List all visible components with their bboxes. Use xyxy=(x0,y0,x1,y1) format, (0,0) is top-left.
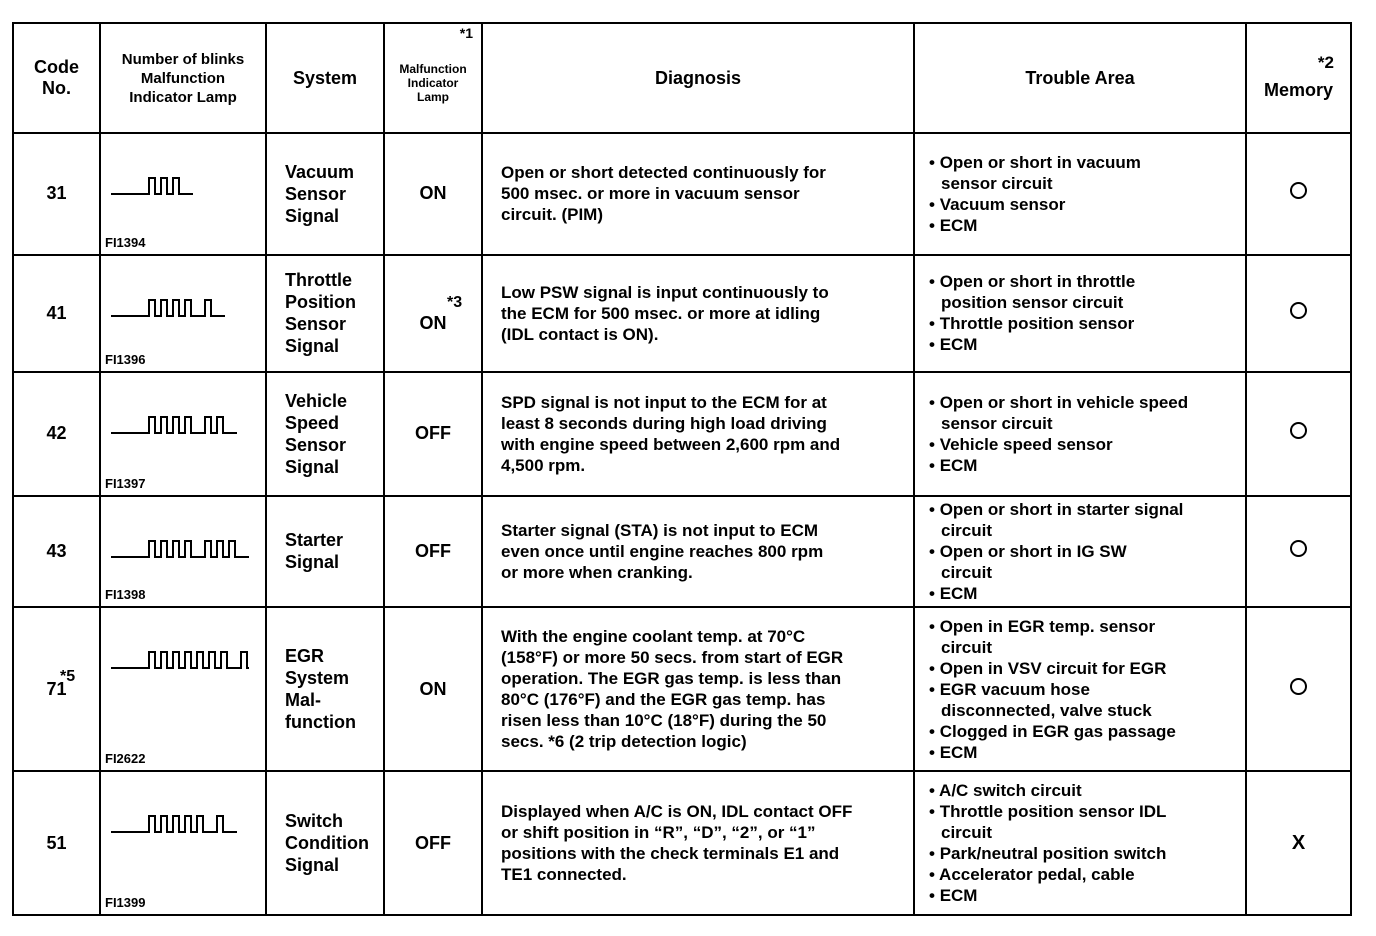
trouble-line: sensor circuit xyxy=(941,173,1053,193)
table-row xyxy=(13,255,1351,373)
trouble-item xyxy=(929,742,1241,763)
code-cell xyxy=(13,496,100,607)
diagnosis-cell xyxy=(482,607,914,771)
diagnosis-cell xyxy=(482,255,914,373)
system-line: Starter xyxy=(285,530,344,551)
trouble-item xyxy=(929,616,1241,658)
trouble-item xyxy=(929,334,1241,355)
trouble-line: Clogged in EGR gas passage xyxy=(939,721,1176,741)
lamp-cell xyxy=(384,133,482,255)
trouble-line: circuit xyxy=(941,562,993,582)
trouble-area-cell xyxy=(914,771,1246,915)
header-memory-note: *2 xyxy=(1317,53,1334,72)
trouble-line-wrap xyxy=(929,679,1241,700)
header-row xyxy=(13,23,1351,133)
diagnosis-line: with engine speed between 2,600 rpm and xyxy=(501,434,841,454)
diagnosis-line: even once until engine reaches 800 rpm xyxy=(501,541,824,561)
diagnosis-line: the ECM for 500 msec. or more at idling xyxy=(501,303,821,323)
header-code-line: Code xyxy=(34,57,79,77)
system-cell xyxy=(266,372,384,496)
lamp-cell xyxy=(384,255,482,373)
trouble-line-wrap xyxy=(929,541,1241,562)
code-number: 43 xyxy=(46,540,67,561)
trouble-line-wrap xyxy=(929,742,1241,763)
header-blinks-line: Number of blinks xyxy=(121,50,245,68)
trouble-line-wrap xyxy=(929,616,1241,637)
diagnosis-line: secs. *6 (2 trip detection logic) xyxy=(501,732,747,752)
trouble-line-wrap xyxy=(929,215,1241,236)
diagnosis-line: 500 msec. or more in vacuum sensor xyxy=(501,184,800,204)
code-number: 42 xyxy=(46,423,67,444)
trouble-item xyxy=(929,194,1241,215)
trouble-line: ECM xyxy=(939,335,978,355)
bullet-icon: • xyxy=(929,781,940,801)
trouble-area-cell xyxy=(914,607,1246,771)
header-diagnosis: Diagnosis xyxy=(482,23,914,133)
trouble-line: Vehicle speed sensor xyxy=(939,434,1113,454)
trouble-item xyxy=(929,313,1241,334)
trouble-item xyxy=(929,679,1241,721)
header-lamp-line: Lamp xyxy=(416,90,449,104)
table-row xyxy=(13,372,1351,496)
code-number: 31 xyxy=(46,183,67,204)
system-line: Sensor xyxy=(285,183,347,204)
system-line: Sensor xyxy=(285,434,347,455)
figure-id: FI1397 xyxy=(105,475,146,491)
trouble-line: Open or short in vacuum xyxy=(939,152,1141,172)
diagnosis-line: Low PSW signal is input continuously to xyxy=(501,282,829,302)
trouble-line-wrap xyxy=(929,658,1241,679)
trouble-line-wrap xyxy=(929,780,1241,801)
trouble-line: Open in VSV circuit for EGR xyxy=(939,658,1167,678)
bullet-icon: • xyxy=(929,215,940,235)
trouble-item xyxy=(929,434,1241,455)
trouble-line: position sensor circuit xyxy=(941,293,1124,313)
bullet-icon: • xyxy=(929,886,940,906)
memory-circle-icon xyxy=(1290,678,1307,695)
trouble-line-wrap xyxy=(929,152,1241,173)
diagnosis-cell xyxy=(482,133,914,255)
lamp-state: OFF xyxy=(415,540,451,561)
code-note: *5 xyxy=(60,668,76,686)
trouble-item xyxy=(929,152,1241,194)
diagnosis-line: or shift position in “R”, “D”, “2”, or “1” xyxy=(501,823,816,843)
header-blinks-line: Malfunction xyxy=(140,69,226,87)
trouble-line: ECM xyxy=(939,215,978,235)
system-line: Speed xyxy=(285,412,340,433)
diagnosis-line: Starter signal (STA) is not input to ECM xyxy=(501,520,819,540)
lamp-cell xyxy=(384,607,482,771)
trouble-item xyxy=(929,583,1241,604)
trouble-line-wrap xyxy=(929,392,1241,413)
diagnosis-line: (IDL contact is ON). xyxy=(501,324,659,344)
trouble-line-wrap xyxy=(929,334,1241,355)
trouble-item xyxy=(929,215,1241,236)
system-line: Position xyxy=(285,292,356,313)
blink-pattern-icon xyxy=(109,535,249,563)
trouble-line: Open or short in IG SW xyxy=(939,541,1127,561)
diagnosis-line: operation. The EGR gas temp. is less than xyxy=(501,669,842,689)
trouble-area-cell xyxy=(914,372,1246,496)
diagnostic-code-sheet xyxy=(12,22,1350,918)
trouble-item xyxy=(929,392,1241,434)
trouble-line: Open or short in vehicle speed xyxy=(939,392,1189,412)
system-line: Mal- xyxy=(285,690,321,711)
blink-pulse-path xyxy=(111,417,237,433)
trouble-area-cell xyxy=(914,496,1246,607)
header-lamp-line: Indicator xyxy=(407,76,459,90)
memory-cell xyxy=(1246,771,1351,915)
bullet-icon: • xyxy=(929,802,940,822)
blinks-cell xyxy=(100,372,266,496)
memory-circle-icon xyxy=(1290,540,1307,557)
trouble-line-wrap xyxy=(929,583,1241,604)
trouble-line: Throttle position sensor IDL xyxy=(939,802,1167,822)
trouble-line: circuit xyxy=(941,520,993,540)
system-line: Condition xyxy=(285,833,369,854)
bullet-icon: • xyxy=(929,679,940,699)
system-cell xyxy=(266,607,384,771)
trouble-item xyxy=(929,499,1241,541)
trouble-line: EGR vacuum hose xyxy=(939,679,1090,699)
trouble-line: Accelerator pedal, cable xyxy=(939,865,1135,885)
header-system: System xyxy=(266,23,384,133)
bullet-icon: • xyxy=(929,194,940,214)
blink-pulse-path xyxy=(111,300,225,316)
code-number: 51 xyxy=(46,832,67,853)
diagnosis-line: 80°C (176°F) and the EGR gas temp. has xyxy=(501,690,826,710)
trouble-line-wrap xyxy=(929,455,1241,476)
trouble-item xyxy=(929,885,1241,906)
bullet-icon: • xyxy=(929,455,940,475)
blink-pulse-path xyxy=(111,178,193,194)
trouble-line-wrap xyxy=(929,194,1241,215)
figure-id: FI1399 xyxy=(105,895,146,910)
lamp-note: *3 xyxy=(447,293,463,311)
lamp-state: OFF xyxy=(415,423,451,444)
diagnostic-code-table xyxy=(12,22,1352,916)
bullet-icon: • xyxy=(929,434,940,454)
diagnosis-line: TE1 connected. xyxy=(501,865,627,885)
trouble-line-wrap xyxy=(929,843,1241,864)
lamp-cell xyxy=(384,771,482,915)
diagnosis-line: circuit. (PIM) xyxy=(501,205,604,225)
memory-cell xyxy=(1246,133,1351,255)
system-line: Signal xyxy=(285,855,340,876)
trouble-line: ECM xyxy=(939,742,978,762)
trouble-line: ECM xyxy=(939,583,978,603)
memory-circle-icon xyxy=(1290,422,1307,439)
header-blinks-line: Indicator Lamp xyxy=(129,88,237,106)
table-row xyxy=(13,607,1351,771)
memory-circle-icon xyxy=(1290,182,1307,199)
system-cell xyxy=(266,496,384,607)
trouble-line: ECM xyxy=(939,886,978,906)
diagnosis-cell xyxy=(482,771,914,915)
diagnosis-line: positions with the check terminals E1 and xyxy=(501,844,840,864)
trouble-line-wrap xyxy=(929,885,1241,906)
lamp-state: OFF xyxy=(415,832,451,853)
code-cell xyxy=(13,255,100,373)
blink-pattern-icon xyxy=(109,810,249,838)
blink-pattern-icon xyxy=(109,294,249,322)
bullet-icon: • xyxy=(929,742,940,762)
trouble-item xyxy=(929,455,1241,476)
blinks-cell xyxy=(100,607,266,771)
system-line: Signal xyxy=(285,552,340,573)
system-line: Signal xyxy=(285,336,340,357)
lamp-state: ON xyxy=(419,678,447,699)
memory-circle-icon xyxy=(1290,302,1307,319)
blink-pattern-icon xyxy=(109,411,249,439)
code-number: 71 xyxy=(46,678,67,699)
trouble-line: Throttle position sensor xyxy=(939,314,1135,334)
blink-pattern-icon xyxy=(109,646,249,674)
system-cell xyxy=(266,133,384,255)
memory-cell xyxy=(1246,255,1351,373)
diagnosis-line: risen less than 10°C (18°F) during the 50 xyxy=(501,711,827,731)
system-line: Sensor xyxy=(285,314,347,335)
blinks-cell xyxy=(100,133,266,255)
figure-id: FI1394 xyxy=(105,234,146,250)
lamp-state: ON xyxy=(419,312,447,333)
table-row xyxy=(13,496,1351,607)
blinks-cell xyxy=(100,255,266,373)
diagnosis-cell xyxy=(482,372,914,496)
trouble-line: Open or short in throttle xyxy=(939,272,1136,292)
system-cell xyxy=(266,771,384,915)
system-line: Vacuum xyxy=(285,161,355,182)
trouble-item xyxy=(929,721,1241,742)
trouble-line: disconnected, valve stuck xyxy=(941,700,1152,720)
memory-mark: X xyxy=(1291,831,1306,854)
trouble-line: Park/neutral position switch xyxy=(939,844,1167,864)
blinks-cell xyxy=(100,496,266,607)
system-cell xyxy=(266,255,384,373)
trouble-line: circuit xyxy=(941,823,993,843)
trouble-item xyxy=(929,271,1241,313)
blink-pattern-icon xyxy=(109,172,249,200)
trouble-line: Vacuum sensor xyxy=(939,194,1066,214)
bullet-icon: • xyxy=(929,499,940,519)
system-line: EGR xyxy=(285,646,325,667)
figure-id: FI2622 xyxy=(105,751,146,767)
system-line: Vehicle xyxy=(285,390,348,411)
diagnosis-cell xyxy=(482,496,914,607)
lamp-cell xyxy=(384,372,482,496)
trouble-item xyxy=(929,658,1241,679)
trouble-line-wrap xyxy=(929,721,1241,742)
trouble-line: circuit xyxy=(941,637,993,657)
trouble-line: ECM xyxy=(939,455,978,475)
diagnosis-line: (158°F) or more 50 secs. from start of EGR xyxy=(501,648,844,668)
trouble-line: sensor circuit xyxy=(941,413,1053,433)
header-lamp-line: Malfunction xyxy=(399,62,467,76)
memory-cell xyxy=(1246,607,1351,771)
bullet-icon: • xyxy=(929,272,940,292)
header-lamp-note: *1 xyxy=(459,25,473,41)
bullet-icon: • xyxy=(929,658,940,678)
code-number: 41 xyxy=(46,302,67,323)
code-cell xyxy=(13,133,100,255)
blinks-cell xyxy=(100,771,266,915)
lamp-cell xyxy=(384,496,482,607)
header-code-line: No. xyxy=(42,78,71,98)
trouble-item xyxy=(929,780,1241,801)
memory-cell xyxy=(1246,372,1351,496)
code-cell xyxy=(13,372,100,496)
trouble-item xyxy=(929,843,1241,864)
code-cell xyxy=(13,771,100,915)
blink-pulse-path xyxy=(111,652,249,668)
trouble-line-wrap xyxy=(929,313,1241,334)
trouble-item xyxy=(929,864,1241,885)
diagnosis-line: With the engine coolant temp. at 70°C xyxy=(501,627,806,647)
trouble-line-wrap xyxy=(929,801,1241,822)
header-memory xyxy=(1246,23,1351,133)
header-memory-label: Memory xyxy=(1263,79,1334,100)
bullet-icon: • xyxy=(929,541,940,561)
system-line: Signal xyxy=(285,456,340,477)
trouble-line: A/C switch circuit xyxy=(939,781,1082,801)
system-line: Signal xyxy=(285,205,340,226)
header-code xyxy=(13,23,100,133)
bullet-icon: • xyxy=(929,721,940,741)
diagnosis-line: least 8 seconds during high load driving xyxy=(501,413,827,433)
diagnosis-line: 4,500 rpm. xyxy=(501,455,586,475)
bullet-icon: • xyxy=(929,616,940,636)
blink-pulse-path xyxy=(111,541,249,557)
diagnosis-line: or more when cranking. xyxy=(501,562,693,582)
trouble-line-wrap xyxy=(929,499,1241,520)
bullet-icon: • xyxy=(929,583,940,603)
bullet-icon: • xyxy=(929,392,940,412)
trouble-line: Open in EGR temp. sensor xyxy=(939,616,1156,636)
bullet-icon: • xyxy=(929,314,940,334)
memory-cell xyxy=(1246,496,1351,607)
trouble-line-wrap xyxy=(929,271,1241,292)
bullet-icon: • xyxy=(929,335,940,355)
trouble-line: Open or short in starter signal xyxy=(939,499,1184,519)
system-line: function xyxy=(285,712,356,733)
code-cell xyxy=(13,607,100,771)
figure-id: FI1398 xyxy=(105,587,146,603)
lamp-state: ON xyxy=(419,183,447,204)
trouble-area-cell xyxy=(914,255,1246,373)
trouble-item xyxy=(929,801,1241,843)
system-line: Switch xyxy=(285,811,344,832)
trouble-area-cell xyxy=(914,133,1246,255)
trouble-line-wrap xyxy=(929,434,1241,455)
bullet-icon: • xyxy=(929,844,940,864)
diagnosis-line: SPD signal is not input to the ECM for at xyxy=(501,392,827,412)
table-row xyxy=(13,771,1351,915)
diagnosis-line: Displayed when A/C is ON, IDL contact OFF xyxy=(501,802,853,822)
trouble-line-wrap xyxy=(929,864,1241,885)
header-trouble-area: Trouble Area xyxy=(914,23,1246,133)
trouble-item xyxy=(929,541,1241,583)
bullet-icon: • xyxy=(929,865,940,885)
table-body xyxy=(13,133,1351,915)
header-lamp xyxy=(384,23,482,133)
header-blinks xyxy=(100,23,266,133)
bullet-icon: • xyxy=(929,152,940,172)
blink-pulse-path xyxy=(111,816,237,832)
diagnosis-line: Open or short detected continuously for xyxy=(501,163,826,183)
system-line: System xyxy=(285,668,350,689)
figure-id: FI1396 xyxy=(105,352,146,368)
system-line: Throttle xyxy=(285,270,352,291)
table-row xyxy=(13,133,1351,255)
